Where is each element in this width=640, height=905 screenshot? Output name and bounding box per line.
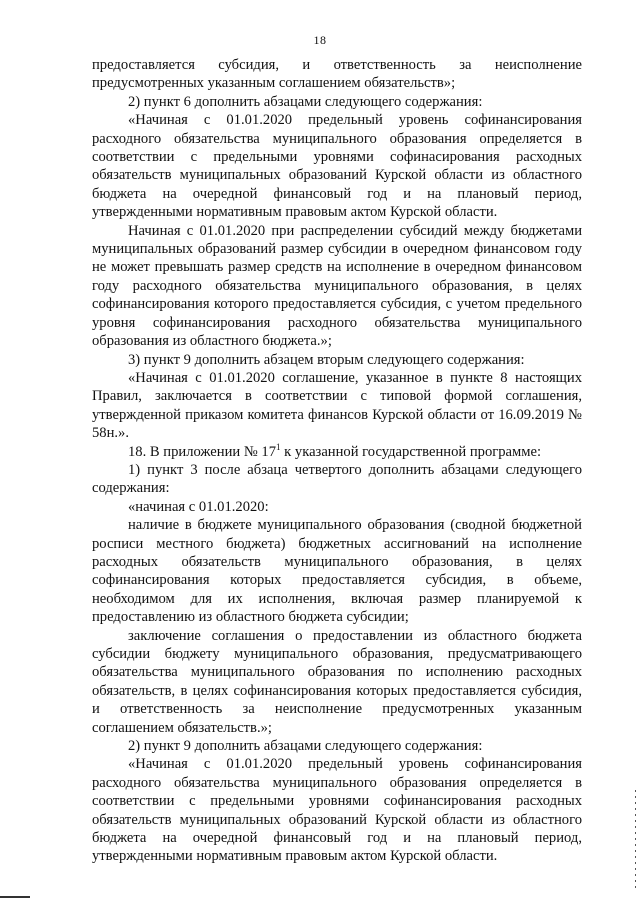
paragraph-item-3: 3) пункт 9 дополнить абзацем вторым следующего содержания:: [128, 351, 525, 368]
paragraph-item-2b: 2) пункт 9 дополнить абзацами следующего содержания:: [128, 738, 483, 755]
paragraph-budget-availability: наличие в бюджете муниципального образования (сводной бюджетной росписи местного бюджета) бюджетных ассигнований на исполнение расходных обязательств муниципального образования, в целях софинансирования которых предоставляется субсидия, в объеме, необходимом для их исполнения, включая размер планируемой к предоставлению из областного бюджета субсидии;: [92, 517, 582, 626]
section-18-text-tail: к указанной государственной программе:: [280, 443, 542, 460]
scan-margin-marks: [635, 790, 636, 890]
paragraph-quote-cofinancing-level: «Начиная с 01.01.2020 предельный уровень софинансирования расходного обязательства муниципального образования определяется в соответствии с предельными уровнями софинасирования расходных обязательств муниципальных образований Курской области из областного бюджета на очередной финансовый год и на плановый период, утвержденными нормативным правовым актом Курской области.: [92, 112, 582, 221]
page-number: 18: [313, 33, 327, 47]
paragraph-agreement-conclusion: заключение соглашения о предоставлении из областного бюджета субсидии бюджету муниципального образования, предусматривающего обязательства муниципального образования по исполнению расходных обязательств, в целях софинансирования которых предоставляется субсидия, и ответственность за неисполнение предусмотренных указанным соглашением обязательств.»;: [92, 627, 582, 736]
paragraph-section-18: [92, 443, 582, 461]
annex-superscript: 1: [276, 441, 281, 452]
paragraph-quote-agreement: «Начиная с 01.01.2020 соглашение, указанное в пункте 8 настоящих Правил, заключается в соответствии с типовой формой соглашения, утвержденной приказом комитета финансов Курской области от 16.09.2019 № 58н.».: [92, 369, 582, 442]
paragraph-subsidy-distribution: Начиная с 01.01.2020 при распределении субсидий между бюджетами муниципальных образований размер субсидии в очередном финансовом году не может превышать размер средств на исполнение в очередном финансовом году расходного обязательства муниципального образования, в целях софинансирования которого предоставляется субсидия, с учетом предельного уровня софинансирования расходного обязательства муниципального образования из областного бюджета.»;: [92, 222, 582, 350]
paragraph-starting-2020: «начиная с 01.01.2020:: [128, 498, 269, 515]
paragraph-item-1: 1) пункт 3 после абзаца четвертого дополнить абзацами следующего содержания:: [92, 461, 582, 497]
paragraph-quote-cofinancing-level-2: «Начиная с 01.01.2020 предельный уровень софинансирования расходного обязательства муниципального образования определяется в соответствии с предельными уровнями софинансирования расходных обязательств муниципальных образований Курской области из областного бюджета на очередной финансовый год и на плановый период, утвержденными нормативным правовым актом Курской области.: [92, 756, 582, 865]
document-body: [92, 56, 582, 866]
section-18-text: 18. В приложении № 17: [128, 443, 277, 460]
scan-edge-mark: [0, 896, 30, 898]
paragraph-continuation: предоставляется субсидия, и ответственность за неисполнение предусмотренных указанным соглашением обязательств»;: [92, 57, 582, 92]
paragraph-item-2: 2) пункт 6 дополнить абзацами следующего содержания:: [128, 93, 483, 110]
